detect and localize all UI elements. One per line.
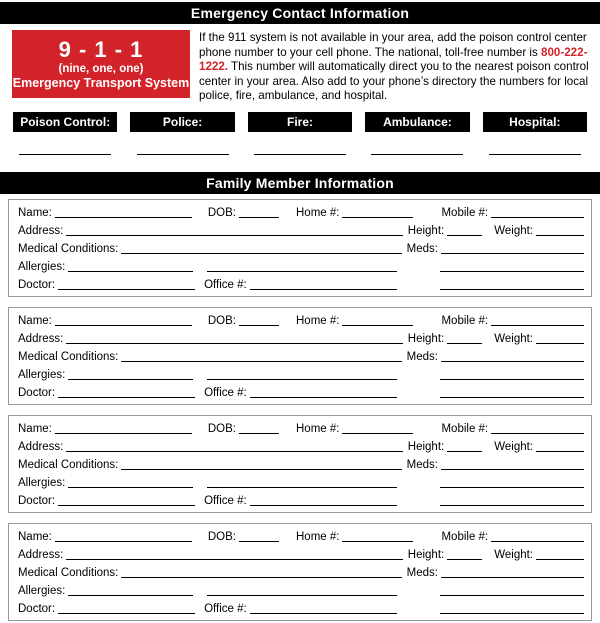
mobile-phone-label: Mobile #: [441, 530, 489, 543]
poison-control-line-cell [13, 154, 117, 155]
emergency-contact-title: Emergency Contact Information [190, 5, 410, 21]
medical-conditions-label: Medical Conditions: [18, 566, 119, 579]
office-phone-label: Office #: [204, 602, 247, 615]
weight-label: Weight: [494, 224, 533, 237]
allergies-label: Allergies: [18, 260, 66, 273]
member-row-address [18, 221, 584, 239]
office-phone-blank-line [250, 289, 397, 290]
allergies-label: Allergies: [18, 368, 66, 381]
name-label: Name: [18, 530, 52, 543]
member-row-allergies [18, 473, 584, 491]
office-phone-label: Office #: [204, 278, 247, 291]
meds-label: Meds: [406, 242, 438, 255]
medical-conditions-label: Medical Conditions: [18, 458, 119, 471]
name-blank-line [55, 325, 192, 326]
allergies-blank-line [68, 595, 193, 596]
hospital-line-cell [483, 154, 587, 155]
dob-label: DOB: [207, 314, 236, 327]
allergies-continuation-line [207, 595, 397, 596]
home-phone-label: Home #: [296, 422, 340, 435]
emergency-contact-header-bar [0, 2, 600, 24]
dob-blank-line [239, 433, 279, 434]
meds-blank-line [441, 469, 584, 470]
address-label: Address: [18, 548, 64, 561]
doctor-blank-line [58, 505, 195, 506]
doctor-blank-line [58, 289, 195, 290]
fire-line-cell [248, 154, 352, 155]
meds-continuation-line-2 [440, 505, 584, 506]
home-phone-label: Home #: [296, 314, 340, 327]
name-label: Name: [18, 206, 52, 219]
name-blank-line [55, 433, 192, 434]
contact-labels-row [13, 112, 587, 132]
member-row-medical [18, 347, 584, 365]
meds-label: Meds: [406, 458, 438, 471]
meds-continuation-line [440, 595, 584, 596]
height-blank-line [447, 451, 482, 452]
police-blank-line [137, 154, 229, 155]
police-label: Police: [130, 112, 234, 132]
member-row-medical [18, 563, 584, 581]
dob-label: DOB: [207, 422, 236, 435]
medical-conditions-blank-line [121, 469, 401, 470]
dob-label: DOB: [207, 206, 236, 219]
nine-one-one-number: 9 - 1 - 1 [58, 36, 144, 62]
instructions-text-before: If the 911 system is not available in your area, add the poison control center phone number to your cell phone. The national, toll-free number is [199, 31, 587, 59]
address-label: Address: [18, 440, 64, 453]
address-label: Address: [18, 224, 64, 237]
member-row-name [18, 203, 584, 221]
office-phone-label: Office #: [204, 386, 247, 399]
weight-blank-line [536, 235, 584, 236]
doctor-label: Doctor: [18, 602, 56, 615]
poison-control-blank-line [19, 154, 111, 155]
fire-blank-line [254, 154, 346, 155]
member-row-medical [18, 239, 584, 257]
family-member-title: Family Member Information [206, 174, 394, 191]
member-row-doctor [18, 599, 584, 617]
name-label: Name: [18, 314, 52, 327]
mobile-phone-blank-line [491, 433, 584, 434]
name-blank-line [55, 217, 192, 218]
intro-section [12, 30, 590, 104]
weight-label: Weight: [494, 332, 533, 345]
weight-blank-line [536, 559, 584, 560]
home-phone-label: Home #: [296, 206, 340, 219]
family-member-header-bar [0, 172, 600, 194]
office-phone-blank-line [250, 505, 397, 506]
meds-continuation-line [440, 487, 584, 488]
address-blank-line [66, 343, 402, 344]
mobile-phone-label: Mobile #: [441, 206, 489, 219]
hospital-blank-line [489, 154, 581, 155]
allergies-continuation-line [207, 487, 397, 488]
height-blank-line [447, 559, 482, 560]
allergies-continuation-line [207, 271, 397, 272]
member-row-address [18, 329, 584, 347]
ambulance-line-cell [365, 154, 469, 155]
member-row-doctor [18, 275, 584, 293]
allergies-blank-line [68, 271, 193, 272]
weight-label: Weight: [494, 548, 533, 561]
nine-one-one-words: (nine, one, one) [58, 62, 144, 75]
member-row-allergies [18, 257, 584, 275]
dob-blank-line [239, 325, 279, 326]
allergies-continuation-line [207, 379, 397, 380]
address-blank-line [66, 235, 402, 236]
medical-conditions-label: Medical Conditions: [18, 350, 119, 363]
address-blank-line [66, 559, 402, 560]
height-blank-line [447, 343, 482, 344]
weight-blank-line [536, 451, 584, 452]
member-row-address [18, 437, 584, 455]
member-row-name [18, 311, 584, 329]
meds-continuation-line [440, 271, 584, 272]
contact-blank-lines-row [13, 154, 587, 155]
mobile-phone-label: Mobile #: [441, 314, 489, 327]
allergies-blank-line [68, 487, 193, 488]
dob-blank-line [239, 541, 279, 542]
meds-continuation-line [440, 379, 584, 380]
poison-control-phone-number: 800-222-1222. [199, 45, 588, 74]
medical-conditions-blank-line [121, 577, 401, 578]
family-member-block [8, 307, 592, 405]
meds-blank-line [441, 577, 584, 578]
meds-label: Meds: [406, 566, 438, 579]
member-row-allergies [18, 581, 584, 599]
dob-label: DOB: [207, 530, 236, 543]
mobile-phone-label: Mobile #: [441, 422, 489, 435]
home-phone-label: Home #: [296, 530, 340, 543]
mobile-phone-blank-line [491, 541, 584, 542]
instructions-text-after: This number will automatically direct you to the nearest poison control center in your area. Also add to your phone’s directory the numbers for local police, fire, ambulance, and hospital. [199, 60, 589, 103]
family-member-block [8, 523, 592, 621]
office-phone-blank-line [250, 397, 397, 398]
police-line-cell [130, 154, 234, 155]
height-label: Height: [407, 548, 445, 561]
home-phone-blank-line [342, 433, 413, 434]
address-label: Address: [18, 332, 64, 345]
allergies-label: Allergies: [18, 584, 66, 597]
home-phone-blank-line [342, 217, 413, 218]
nine-one-one-box [12, 30, 190, 98]
dob-blank-line [239, 217, 279, 218]
member-row-doctor [18, 491, 584, 509]
member-row-allergies [18, 365, 584, 383]
height-label: Height: [407, 332, 445, 345]
height-label: Height: [407, 440, 445, 453]
meds-blank-line [441, 361, 584, 362]
meds-label: Meds: [406, 350, 438, 363]
fire-label: Fire: [248, 112, 352, 132]
meds-continuation-line-2 [440, 613, 584, 614]
meds-blank-line [441, 253, 584, 254]
allergies-label: Allergies: [18, 476, 66, 489]
office-phone-label: Office #: [204, 494, 247, 507]
office-phone-blank-line [250, 613, 397, 614]
hospital-label: Hospital: [483, 112, 587, 132]
allergies-blank-line [68, 379, 193, 380]
member-row-address [18, 545, 584, 563]
family-member-blocks [0, 199, 600, 621]
weight-blank-line [536, 343, 584, 344]
member-row-doctor [18, 383, 584, 401]
meds-continuation-line-2 [440, 397, 584, 398]
mobile-phone-blank-line [491, 217, 584, 218]
member-row-name [18, 419, 584, 437]
medical-conditions-blank-line [121, 361, 401, 362]
home-phone-blank-line [342, 541, 413, 542]
name-label: Name: [18, 422, 52, 435]
emergency-transport-label: Emergency Transport System [12, 75, 190, 90]
doctor-label: Doctor: [18, 494, 56, 507]
name-blank-line [55, 541, 192, 542]
height-label: Height: [407, 224, 445, 237]
meds-continuation-line-2 [440, 289, 584, 290]
doctor-label: Doctor: [18, 278, 56, 291]
poison-control-instructions [199, 30, 590, 104]
weight-label: Weight: [494, 440, 533, 453]
ambulance-blank-line [371, 154, 463, 155]
height-blank-line [447, 235, 482, 236]
doctor-blank-line [58, 613, 195, 614]
ambulance-label: Ambulance: [365, 112, 469, 132]
medical-conditions-blank-line [121, 253, 401, 254]
member-row-name [18, 527, 584, 545]
family-member-block [8, 415, 592, 513]
family-member-block [8, 199, 592, 297]
address-blank-line [66, 451, 402, 452]
home-phone-blank-line [342, 325, 413, 326]
medical-conditions-label: Medical Conditions: [18, 242, 119, 255]
member-row-medical [18, 455, 584, 473]
poison-control-label: Poison Control: [13, 112, 117, 132]
doctor-label: Doctor: [18, 386, 56, 399]
doctor-blank-line [58, 397, 195, 398]
mobile-phone-blank-line [491, 325, 584, 326]
